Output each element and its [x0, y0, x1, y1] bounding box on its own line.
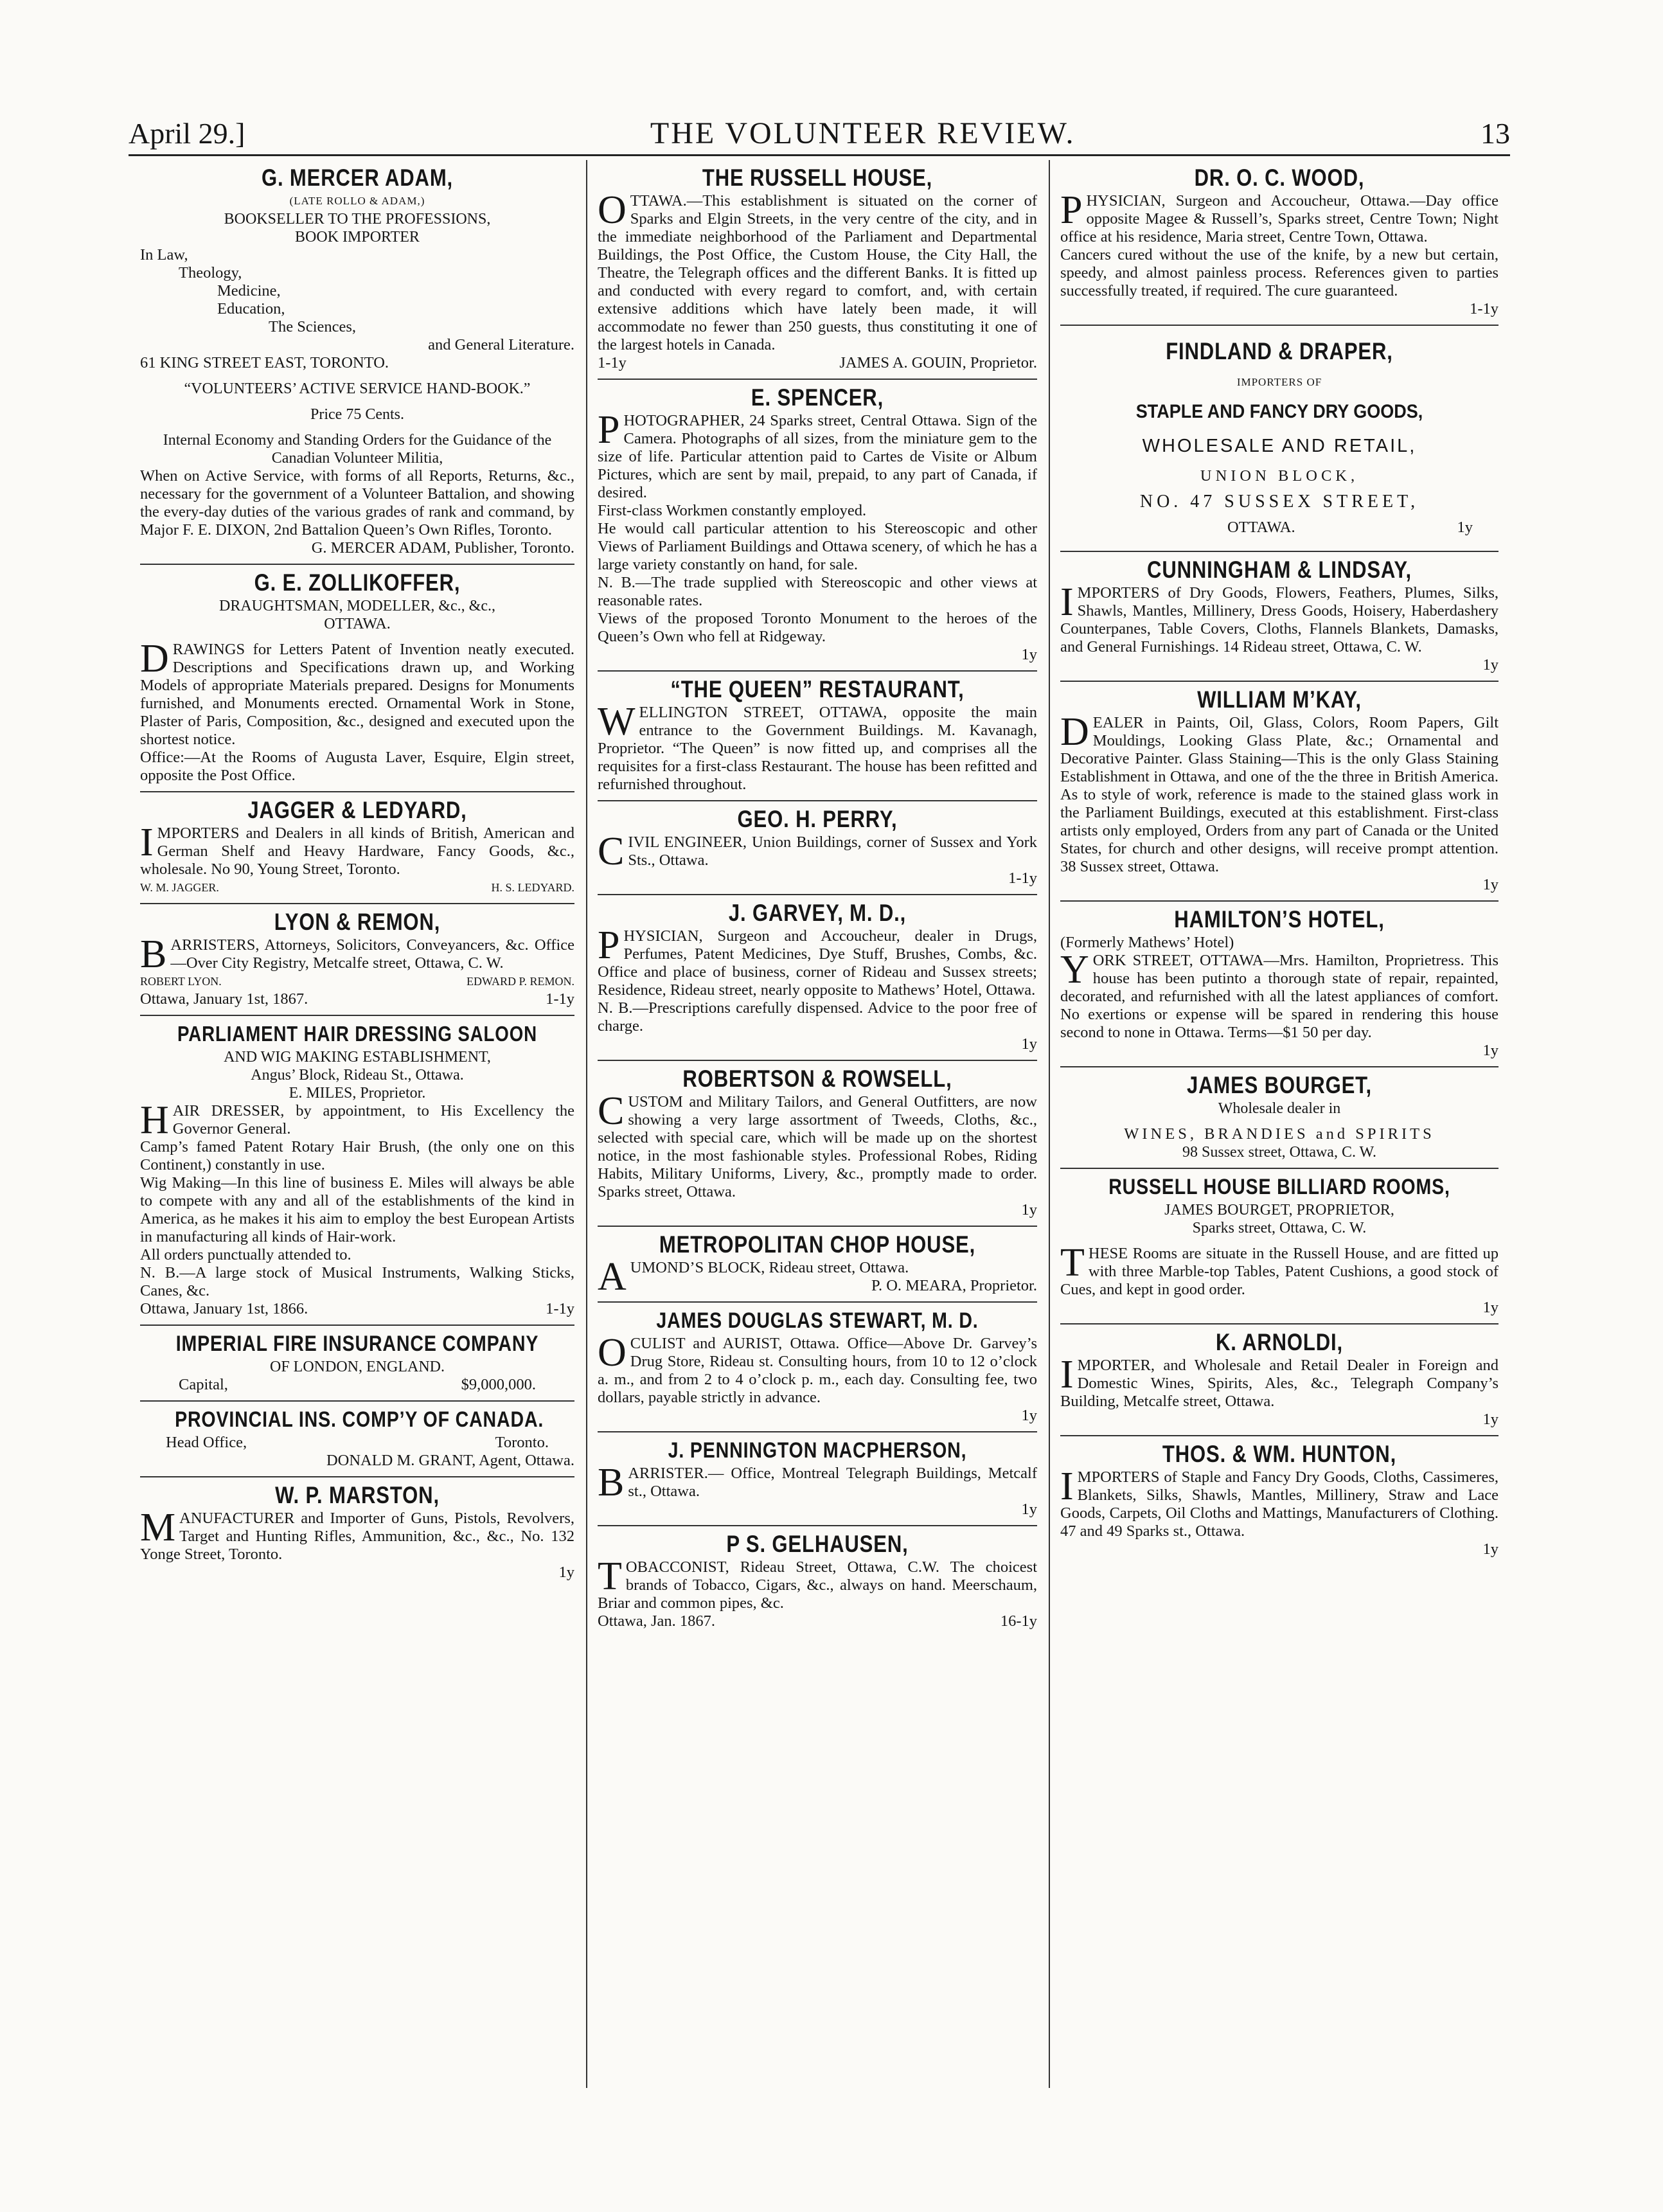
ad-arnoldi — [1060, 1325, 1498, 1436]
ad-spencer — [598, 380, 1037, 672]
ad-title: IMPERIAL FIRE INSURANCE COMPANY — [175, 1332, 539, 1356]
ad-title: HAMILTON’S HOTEL, — [1174, 906, 1385, 932]
ad-line: OF LONDON, ENGLAND. — [270, 1359, 445, 1375]
ad-text: ELLINGTON STREET, OTTAWA, opposite the main entrance to the Government Buildings. M. Kavanagh, Proprietor. “The Queen” is now fitted up, and comprises all the requisites for a first-class Restaurant. The house has been refitted and refurnished throughout. — [598, 704, 1037, 793]
issue-date: April 29.] — [129, 117, 245, 150]
column-rule — [1049, 160, 1050, 2088]
ad-text: N. B.—Prescriptions carefully dispensed. Advice to the poor free of charge. — [598, 999, 1037, 1035]
drop-cap: O — [598, 188, 627, 232]
ad-title: JAMES DOUGLAS STEWART, M. D. — [656, 1308, 979, 1333]
ad-text: HYSICIAN, Surgeon and Accoucheur, Ottawa.—Day office opposite Magee & Russell’s, Sparks street, Centre Town; Night office at his residence, Maria street, Centre Town, Ottawa. — [1060, 192, 1498, 245]
ad-text: EALER in Paints, Oil, Glass, Colors, Room Papers, Gilt Mouldings, Looking Glass Plate, &c.; Ornamental and Decorative Painter. Glass Staining—This is the only Glass Staining Establishment in Ottawa, and one of the the three in British America. As to style of work, reference is made to the stained glass work in the Parliament Buildings, executed at this establishment. First-class artists only employed, Orders from any part of Canada or the United States, for church and other designs, will receive prompt attention. 38 Sussex street, Ottawa. — [1060, 714, 1498, 875]
ad-text: He would call particular attention to his Stereoscopic and other Views of Parliament Buildings and Ottawa scenery, of which he has a large variety constantly on hand, for sale. — [598, 520, 1037, 573]
ad-text: HESE Rooms are situate in the Russell House, and are fitted up with three Marble-top Tables, Patent Cushions, a good stock of Cues, and kept in good order. — [1060, 1245, 1498, 1298]
ad-title: CUNNINGHAM & LINDSAY, — [1147, 557, 1412, 583]
column-1 — [129, 160, 586, 1637]
ad-code: 1y — [1482, 1042, 1498, 1059]
drop-cap: C — [598, 830, 625, 873]
ad-title: J. PENNINGTON MACPHERSON, — [668, 1438, 967, 1463]
partner-name: W. M. JAGGER. — [140, 881, 219, 894]
subject-item: Education, — [217, 300, 285, 317]
ad-lyon — [140, 904, 574, 1016]
ad-adam — [140, 160, 574, 565]
ad-line: (Formerly Mathews’ Hotel) — [1060, 934, 1234, 951]
ad-text: IVIL ENGINEER, Union Buildings, corner of Sussex and York Sts., Ottawa. — [628, 834, 1037, 869]
ad-title: PARLIAMENT HAIR DRESSING SALOON — [177, 1022, 537, 1046]
drop-cap: I — [1060, 580, 1074, 624]
ad-imperial — [140, 1326, 574, 1402]
ad-line: JAMES BOURGET, PROPRIETOR, — [1164, 1202, 1394, 1218]
ad-code: 1y — [1021, 646, 1037, 663]
partner-name: ROBERT LYON. — [140, 975, 222, 988]
newspaper-page — [129, 114, 1510, 1637]
ad-line: WHOLESALE AND RETAIL, — [1142, 436, 1417, 456]
ad-mckay — [1060, 682, 1498, 902]
ad-robertson — [598, 1061, 1037, 1227]
office-label: Head Office, — [166, 1434, 247, 1451]
drop-cap: B — [140, 932, 167, 976]
ad-code: 1y — [1482, 1411, 1498, 1428]
columns — [129, 160, 1510, 1637]
ad-title: J. GARVEY, M. D., — [728, 900, 907, 926]
page-number: 13 — [1480, 117, 1510, 150]
drop-cap: M — [140, 1506, 176, 1549]
partner-name: H. S. LEDYARD. — [491, 881, 574, 894]
ad-text: USTOM and Military Tailors, and General Outfitters, are now showing a very large assortment of Tweeds, Cloths, &c., selected with special care, which will be made up on the shortest notice, in the most fashionable styles. Professional Robes, Riding Habits, Military Uniforms, Livery, &c., promptly made to order. Sparks street, Ottawa. — [598, 1093, 1037, 1200]
ad-jagger — [140, 792, 574, 904]
ad-text: When on Active Service, with forms of all Reports, Returns, &c., necessary for the government of a Volunteer Battalion, and showing the every-day duties of the various grades of rank and command, by Major F. E. DIXON, 2nd Battalion Queen’s Own Rifles, Toronto. — [140, 467, 574, 539]
ad-russell-house — [598, 160, 1037, 380]
ad-title: GEO. H. PERRY, — [737, 806, 898, 832]
ad-wood — [1060, 160, 1498, 326]
capital-label: Capital, — [179, 1376, 228, 1393]
ad-line: IMPORTERS OF — [1236, 376, 1322, 388]
ad-code: 1y — [1021, 1201, 1037, 1218]
ad-hamilton — [1060, 902, 1498, 1067]
ad-stewart — [598, 1303, 1037, 1432]
ad-code: 1y — [1021, 1501, 1037, 1518]
page-header — [129, 114, 1510, 156]
ad-date: Ottawa, Jan. 1867. — [598, 1612, 716, 1630]
ad-code: 1-1y — [598, 354, 627, 371]
ad-billiard — [1060, 1169, 1498, 1325]
ad-text: UMOND’S BLOCK, Rideau street, Ottawa. — [630, 1259, 909, 1276]
ad-title: G. MERCER ADAM, — [261, 165, 454, 191]
ad-marston — [140, 1477, 574, 1588]
drop-cap: C — [598, 1089, 625, 1133]
ad-text: N. B.—The trade supplied with Stereoscopic and other views at reasonable rates. — [598, 574, 1037, 609]
ad-date: Ottawa, January 1st, 1866. — [140, 1300, 308, 1317]
subject-item: and General Literature. — [428, 336, 574, 353]
ad-line: BOOK IMPORTER — [295, 229, 420, 245]
ad-cunningham — [1060, 552, 1498, 682]
ad-text: TTAWA.—This establishment is situated on the corner of Sparks and Elgin Streets, in the very centre of the city, and in the immediate neighborhood of the Parliament and Departmental Buildings, the Post Office, the Custom House, the City Hall, the Theatre, the Telegraph offices and the different Banks. It is fitted up and conducted with every regard to comfort, and, with certain extensive additions which have lately been made, it will accommodate no fewer than 250 guests, thus constituting it one of the largest hotels in Canada. — [598, 192, 1037, 353]
ad-title: LYON & REMON, — [274, 909, 441, 935]
ad-code: 1-1y — [546, 1300, 574, 1317]
ad-title: DR. O. C. WOOD, — [1194, 165, 1365, 191]
ad-provincial — [140, 1402, 574, 1477]
ad-text: Views of the proposed Toronto Monument to the heroes of the Queen’s Own who fell at Ridgeway. — [598, 610, 1037, 645]
office-value: Toronto. — [495, 1434, 549, 1451]
ad-title: METROPOLITAN CHOP HOUSE, — [659, 1231, 976, 1258]
ad-text: MPORTERS of Staple and Fancy Dry Goods, Cloths, Cassimeres, Blankets, Silks, Shawls, Mantles, Millinery, Straw and Lace Goods, Carpets, Oil Cloths and Mattings, Manufacturers of Clothing. 47 and 49 Sparks st., Ottawa. — [1060, 1468, 1498, 1540]
ad-hunton — [1060, 1436, 1498, 1565]
ad-subtitle: (LATE ROLLO & ADAM,) — [289, 195, 425, 207]
ad-text: Office:—At the Rooms of Augusta Laver, Esquire, Elgin street, opposite the Post Office. — [140, 749, 574, 784]
ad-text: Camp’s famed Patent Rotary Hair Brush, (the only one on this Continent,) constantly in use. — [140, 1138, 574, 1173]
ad-title: JAGGER & LEDYARD, — [247, 797, 467, 823]
drop-cap: I — [1060, 1353, 1074, 1396]
ad-title: P S. GELHAUSEN, — [726, 1531, 909, 1557]
ad-bourget — [1060, 1067, 1498, 1169]
ad-text: ARRISTER.— Office, Montreal Telegraph Buildings, Metcalf st., Ottawa. — [628, 1465, 1037, 1500]
ad-text: AIR DRESSER, by appointment, to His Excellency the Governor General. — [172, 1102, 574, 1137]
drop-cap: P — [598, 408, 620, 452]
masthead-title: THE VOLUNTEER REVIEW. — [650, 116, 1076, 150]
ad-line: NO. 47 SUSSEX STREET, — [1139, 492, 1419, 512]
ad-text: ORK STREET, OTTAWA—Mrs. Hamilton, Proprietress. This house has been putinto a thorough state of repair, repainted, decorated, and refurnished with all the latest appliances of comfort. No exertions or expense will be spared in rendering this house second to none in Ottawa. Terms—$1 50 per day. — [1060, 952, 1498, 1041]
ad-gelhausen — [598, 1526, 1037, 1637]
ad-line: 98 Sussex street, Ottawa, C. W. — [1182, 1144, 1376, 1161]
drop-cap: Y — [1060, 948, 1089, 992]
ad-text: OBACCONIST, Rideau Street, Ottawa, C.W. The choicest brands of Tobacco, Cigars, &c., always on hand. Meerschaum, Briar and common pipes, &c. — [598, 1558, 1037, 1612]
proprietor: JAMES A. GOUIN, Proprietor. — [839, 354, 1037, 371]
ad-text: MPORTERS and Dealers in all kinds of British, American and German Shelf and Heavy Hardware, Fancy Goods, &c., wholesale. No 90, Young Street, Toronto. — [140, 825, 574, 878]
ad-address: 61 KING STREET EAST, TORONTO. — [140, 354, 389, 371]
ad-text: HOTOGRAPHER, 24 Sparks street, Central Ottawa. Sign of the Camera. Photographs of all sizes, from the miniature gem to the size of life. Particular attention paid to Cartes de Visite or Album Pictures, which are sent by mail, prepaid, to any part of Canada, if desired. — [598, 412, 1037, 501]
publisher: G. MERCER ADAM, Publisher, Toronto. — [311, 539, 574, 557]
drop-cap: W — [598, 700, 636, 744]
subject-item: Theology, — [179, 264, 242, 281]
ad-title: ROBERTSON & ROWSELL, — [682, 1066, 952, 1092]
ad-title: E. SPENCER, — [751, 384, 884, 411]
ad-code: 16-1y — [1000, 1612, 1037, 1630]
drop-cap: D — [140, 637, 169, 681]
ad-text: Internal Economy and Standing Orders for the Guidance of the Canadian Volunteer Militia, — [163, 432, 552, 467]
ad-queen-restaurant — [598, 672, 1037, 801]
ad-text: Wig Making—In this line of business E. Miles will always be able to compete with any and all of the establishments of the kind in America, as he makes it his aim to employ the best European Artists in manufacturing all kinds of Hair-work. — [140, 1174, 574, 1245]
handbook-title: “VOLUNTEERS’ ACTIVE SERVICE HAND-BOOK.” — [184, 380, 531, 397]
ad-macpherson — [598, 1432, 1037, 1526]
capital-value: $9,000,000. — [461, 1376, 536, 1393]
ad-text: RAWINGS for Letters Patent of Invention neatly executed. Descriptions and Specifications drawn up, and Working Models of appropriate Materials prepared. Designs for Monuments furnished, and Monuments erected. Ornamental Work in Stone, Plaster of Paris, Composition, &c., designed and executed upon the shortest notice. — [140, 641, 574, 748]
ad-title: W. P. MARSTON, — [275, 1482, 440, 1508]
ad-code: 1y — [1482, 876, 1498, 893]
ad-text: N. B.—A large stock of Musical Instruments, Walking Sticks, Canes, &c. — [140, 1264, 574, 1299]
ad-text: Cancers cured without the use of the knife, by a new but certain, speedy, and almost painless process. References given to parties successfully treated, if required. The cure guaranteed. — [1060, 246, 1498, 299]
ad-code: 1-1y — [1470, 300, 1498, 317]
ad-perry — [598, 801, 1037, 895]
ad-text: MPORTERS of Dry Goods, Flowers, Feathers, Plumes, Silks, Shawls, Mantles, Millinery, Dress Goods, Hoisery, Haberdashery Counterpanes, Table Covers, Cloths, Flannels Blankets, Damasks, and General Furnishings. 14 Rideau street, Ottawa, C. W. — [1060, 584, 1498, 656]
ad-title: K. ARNOLDI, — [1215, 1329, 1344, 1355]
ad-line: OTTAWA. — [324, 616, 391, 632]
ad-metropolitan — [598, 1227, 1037, 1303]
ad-code: 1y — [1482, 656, 1498, 673]
ad-code: 1-1y — [546, 990, 574, 1008]
ad-code: 1y — [558, 1564, 574, 1581]
ad-title: “THE QUEEN” RESTAURANT, — [670, 676, 965, 702]
ad-text: All orders punctually attended to. — [140, 1246, 351, 1263]
ad-title: THOS. & WM. HUNTON, — [1162, 1441, 1397, 1467]
ad-title: RUSSELL HOUSE BILLIARD ROOMS, — [1108, 1175, 1450, 1199]
ad-code: 1y — [1457, 519, 1473, 536]
ad-text: MPORTER, and Wholesale and Retail Dealer in Foreign and Domestic Wines, Spirits, Ales, &c., Telegraph Company’s Building, Metcalfe street, Ottawa. — [1060, 1357, 1498, 1410]
ad-line: OTTAWA. — [1227, 519, 1295, 536]
subject-item: In Law, — [140, 246, 188, 263]
ad-garvey — [598, 895, 1037, 1061]
ad-code: 1-1y — [1008, 870, 1037, 887]
ad-hair-saloon — [140, 1016, 574, 1326]
ad-text: ARRISTERS, Attorneys, Solicitors, Conveyancers, &c. Office—Over City Registry, Metcalfe street, Ottawa, C. W. — [170, 936, 574, 972]
drop-cap: D — [1060, 710, 1089, 754]
drop-cap: T — [1060, 1241, 1085, 1285]
subject-item: Medicine, — [217, 282, 281, 299]
ad-title: WILLIAM M’KAY, — [1197, 686, 1362, 713]
ad-findland — [1060, 326, 1498, 552]
ad-line: Sparks street, Ottawa, C. W. — [1192, 1220, 1367, 1236]
ad-line: Angus’ Block, Rideau St., Ottawa. — [251, 1067, 464, 1084]
price: Price 75 Cents. — [310, 406, 404, 423]
drop-cap: I — [140, 821, 154, 864]
ad-line: STAPLE AND FANCY DRY GOODS, — [1135, 401, 1423, 422]
ad-title: PROVINCIAL INS. COMP’Y OF CANADA. — [175, 1407, 544, 1432]
column-rule — [586, 160, 587, 2088]
proprietor: P. O. MEARA, Proprietor. — [871, 1277, 1037, 1294]
ad-title: THE RUSSELL HOUSE, — [702, 165, 933, 191]
drop-cap: P — [1060, 188, 1083, 232]
drop-cap: I — [1060, 1465, 1074, 1508]
ad-title: JAMES BOURGET, — [1186, 1072, 1373, 1098]
ad-zollikoffer — [140, 565, 574, 792]
ad-code: 1y — [1482, 1540, 1498, 1558]
ad-line: BOOKSELLER TO THE PROFESSIONS, — [224, 211, 491, 227]
column-2 — [586, 160, 1049, 1637]
ad-text: CULIST and AURIST, Ottawa. Office—Above Dr. Garvey’s Drug Store, Rideau st. Consulting hours, from 10 to 12 o’clock a. m., and from 2 to 4 o’clock p. m., each day. Consulting fee, two dollars, payable strictly in advance. — [598, 1335, 1037, 1406]
ad-code: 1y — [1482, 1299, 1498, 1316]
agent: DONALD M. GRANT, Agent, Ottawa. — [326, 1452, 574, 1469]
ad-line: AND WIG MAKING ESTABLISHMENT, — [224, 1049, 491, 1066]
drop-cap: T — [598, 1555, 622, 1598]
column-3 — [1049, 160, 1510, 1637]
ad-title: FINDLAND & DRAPER, — [1166, 338, 1393, 364]
ad-line: WINES, BRANDIES and SPIRITS — [1124, 1125, 1435, 1143]
drop-cap: H — [140, 1098, 169, 1142]
ad-line: Wholesale dealer in — [1218, 1100, 1341, 1117]
ad-text: First-class Workmen constantly employed. — [598, 502, 867, 519]
drop-cap: A — [598, 1255, 627, 1299]
partner-name: EDWARD P. REMON. — [466, 975, 574, 988]
ad-line: E. MILES, Proprietor. — [289, 1085, 426, 1102]
ad-code: 1y — [1021, 1035, 1037, 1053]
ad-date: Ottawa, January 1st, 1867. — [140, 990, 308, 1008]
ad-line: DRAUGHTSMAN, MODELLER, &c., &c., — [219, 598, 495, 614]
ad-text: HYSICIAN, Surgeon and Accoucheur, dealer in Drugs, Perfumes, Patent Medicines, Dye Stuff, Brushes, Combs, &c. Office and place of business, corner of Rideau and Sussex streets; Residence, Rideau street, nearly opposite to Mathews’ Hotel, Ottawa. — [598, 927, 1037, 999]
ad-text: ANUFACTURER and Importer of Guns, Pistols, Revolvers, Target and Hunting Rifles, Ammunition, &c., &c., No. 132 Yonge Street, Toronto. — [140, 1510, 574, 1563]
ad-line: UNION BLOCK, — [1200, 467, 1359, 485]
drop-cap: B — [598, 1461, 625, 1504]
drop-cap: O — [598, 1331, 627, 1375]
ad-title: G. E. ZOLLIKOFFER, — [254, 569, 461, 596]
subject-item: The Sciences, — [269, 318, 357, 335]
ad-code: 1y — [1021, 1407, 1037, 1424]
drop-cap: P — [598, 923, 620, 967]
